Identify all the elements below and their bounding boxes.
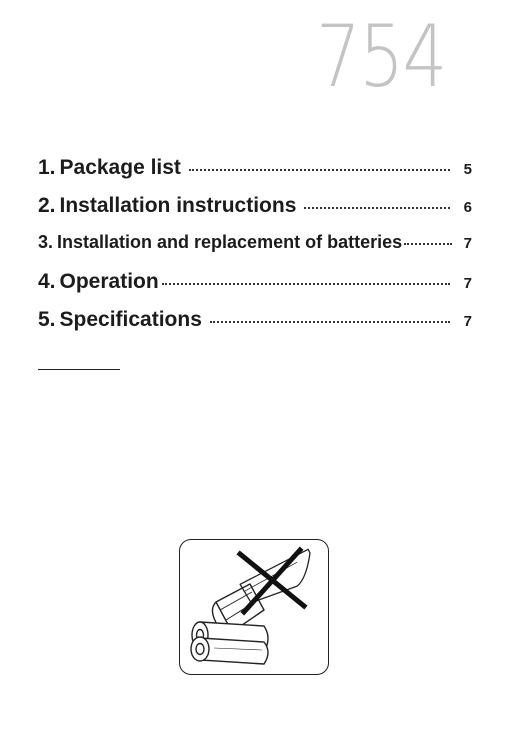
toc-entry-page: 7	[463, 275, 472, 292]
toc-entry-package-list[interactable]	[38, 156, 472, 194]
toc-entry-page: 5	[463, 161, 472, 178]
toc-entry-page: 7	[463, 235, 472, 252]
toc-entry-batteries[interactable]	[38, 232, 472, 270]
toc-leader-dots	[162, 283, 450, 285]
toc-entry-title: Installation instructions	[59, 194, 297, 217]
toc-entry-title: Installation and replacement of batteries	[57, 232, 403, 252]
toc-entry-page: 6	[463, 199, 472, 216]
toc-entry-number: 3.	[38, 232, 54, 252]
toc-leader-dots	[210, 321, 450, 323]
toc-entry-number: 5.	[38, 308, 56, 331]
toc-entry-page: 7	[463, 313, 472, 330]
toc-entry-number: 2.	[38, 194, 56, 217]
toc-entry-number: 4.	[38, 270, 56, 293]
warning-box	[179, 539, 329, 675]
toc-entry-operation[interactable]	[38, 270, 472, 308]
toc-entry-number: 1.	[38, 156, 56, 179]
footnote-rule	[38, 369, 120, 370]
toc-entry-title: Package list	[59, 156, 181, 179]
toc-entry-specifications[interactable]	[38, 308, 472, 346]
table-of-contents	[38, 156, 472, 346]
toc-entry-title: Specifications	[59, 308, 202, 331]
no-cutting-batteries-icon	[180, 540, 330, 676]
toc-entry-installation-instructions[interactable]	[38, 194, 472, 232]
toc-leader-dots	[189, 169, 450, 171]
toc-leader-dots	[304, 207, 450, 209]
toc-entry-title: Operation	[59, 270, 159, 293]
model-number: 754	[316, 7, 446, 107]
toc-leader-dots	[404, 243, 452, 245]
